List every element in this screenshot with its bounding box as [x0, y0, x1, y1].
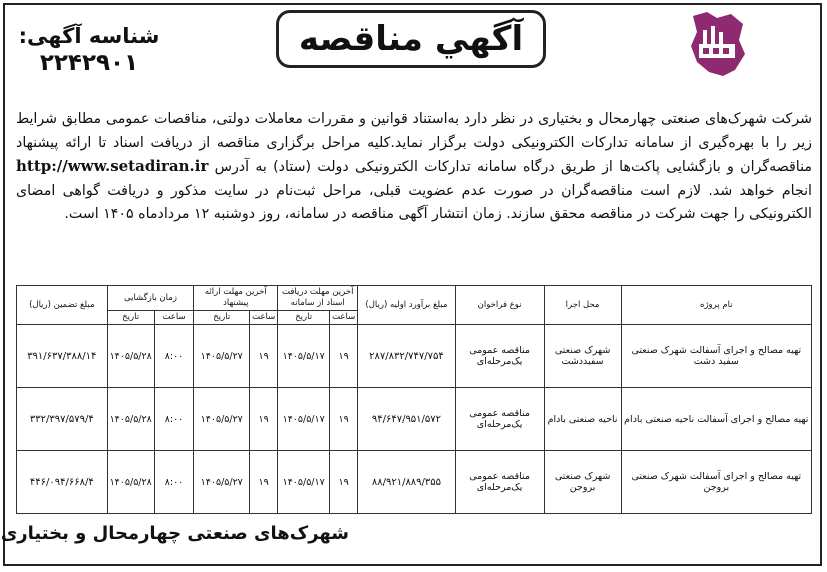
cell-estimate: ۲۸۷/۸۳۲/۷۴۷/۷۵۴ — [358, 325, 455, 388]
cell-bid-time: ۱۹ — [250, 388, 278, 451]
th-bid-date: تاریخ — [194, 311, 250, 325]
cell-open-date: ۱۴۰۵/۵/۲۸ — [107, 451, 154, 514]
cell-project-name: تهیه مصالح و اجرای آسفالت ناحیه صنعتی بادام — [621, 388, 811, 451]
setad-url-link[interactable]: http://www.setadiran.ir — [16, 157, 209, 175]
cell-bid-time: ۱۹ — [250, 325, 278, 388]
cell-doc-date: ۱۴۰۵/۵/۱۷ — [278, 388, 330, 451]
th-location: محل اجرا — [544, 286, 621, 325]
cell-open-time: ۸:۰۰ — [154, 451, 194, 514]
th-doc-date: تاریخ — [278, 311, 330, 325]
cell-location: شهرک صنعتی سفیددشت — [544, 325, 621, 388]
cell-project-name: تهیه مصالح و اجرای آسفالت شهرک صنعتی سفید دشت — [621, 325, 811, 388]
notice-id-value: ۲۲۴۲۹۰۱ — [39, 50, 139, 76]
notice-body — [16, 108, 812, 227]
th-estimate: مبلغ برآورد اولیه (ریال) — [358, 286, 455, 325]
cell-doc-date: ۱۴۰۵/۵/۱۷ — [278, 325, 330, 388]
footer-company-name: شهرک‌های صنعتی چهارمحال و بختیاری — [0, 523, 349, 544]
cell-open-date: ۱۴۰۵/۵/۲۸ — [107, 388, 154, 451]
tender-table — [16, 285, 812, 514]
th-bid-deadline: آخرین مهلت ارائه پیشنهاد — [194, 286, 278, 311]
th-project-name: نام پروژه — [621, 286, 811, 325]
cell-location: شهرک صنعتی بروجن — [544, 451, 621, 514]
cell-doc-time: ۱۹ — [330, 325, 358, 388]
cell-open-date: ۱۴۰۵/۵/۲۸ — [107, 325, 154, 388]
th-call-type: نوع فراخوان — [455, 286, 544, 325]
cell-bid-date: ۱۴۰۵/۵/۲۷ — [194, 388, 250, 451]
cell-open-time: ۸:۰۰ — [154, 325, 194, 388]
cell-bid-date: ۱۴۰۵/۵/۲۷ — [194, 325, 250, 388]
cell-bid-date: ۱۴۰۵/۵/۲۷ — [194, 451, 250, 514]
th-guarantee: مبلغ تضمین (ریال) — [17, 286, 108, 325]
th-opening: زمان بازگشایی — [107, 286, 194, 311]
cell-estimate: ۸۸/۹۲۱/۸۸۹/۳۵۵ — [358, 451, 455, 514]
cell-call-type: مناقصه عمومی یک‌مرحله‌ای — [455, 388, 544, 451]
th-open-time: ساعت — [154, 311, 194, 325]
cell-guarantee: ۳۳۲/۳۹۷/۵۷۹/۴ — [17, 388, 108, 451]
cell-doc-time: ۱۹ — [330, 388, 358, 451]
cell-guarantee: ۳۹۱/۶۳۷/۳۸۸/۱۴ — [17, 325, 108, 388]
th-doc-time: ساعت — [330, 311, 358, 325]
table-row — [17, 325, 812, 388]
cell-bid-time: ۱۹ — [250, 451, 278, 514]
body-text-before-url: شرکت شهرک‌های صنعتی چهارمحال و بختیاری در نظر دارد به‌استناد قوانین و مقررات معاملات دولتی، مناقصات عمومی مطابق شرایط زیر را با بهره‌گیری از سامانه تدارکات الکترونیکی دولت برگزار نماید.کلیه مراحل برگزاری مناقصه از دریافت اسناد تا ارائه پیشنهاد مناقصه‌گران و بازگشایی پاکت‌ها از طریق درگاه سامانه تدارکات الکترونیکی دولت (ستاد) به آدرس — [16, 111, 812, 175]
cell-location: ناحیه صنعتی بادام — [544, 388, 621, 451]
cell-doc-time: ۱۹ — [330, 451, 358, 514]
th-bid-time: ساعت — [250, 311, 278, 325]
cell-call-type: مناقصه عمومی یک‌مرحله‌ای — [455, 451, 544, 514]
cell-open-time: ۸:۰۰ — [154, 388, 194, 451]
cell-guarantee: ۴۴۶/۰۹۴/۶۶۸/۴ — [17, 451, 108, 514]
body-text-after-url: انجام خواهد شد. لازم است مناقصه‌گران در صورت عدم عضویت قبلی، مراحل ثبت‌نام در سایت مذکور و دریافت گواهی امضای الکترونیکی را جهت شرکت در مناقصه محقق سازند. زمان انتشار آگهی مناقصه در سامانه، روز دوشنبه ۱۲ مردادماه ۱۴۰۵ است. — [16, 182, 812, 222]
cell-doc-date: ۱۴۰۵/۵/۱۷ — [278, 451, 330, 514]
cell-estimate: ۹۴/۶۴۷/۹۵۱/۵۷۲ — [358, 388, 455, 451]
table-row — [17, 388, 812, 451]
company-logo — [687, 10, 747, 90]
cell-call-type: مناقصه عمومی یک‌مرحله‌ای — [455, 325, 544, 388]
notice-id — [14, 24, 164, 76]
table-row — [17, 451, 812, 514]
th-open-date: تاریخ — [107, 311, 154, 325]
title-box — [276, 10, 546, 68]
factory-map-icon — [687, 10, 747, 90]
cell-project-name: تهیه مصالح و اجرای آسفالت شهرک صنعتی بروجن — [621, 451, 811, 514]
notice-id-label: شناسه آگهی: — [18, 24, 160, 48]
notice-title: آگهي مناقصه — [298, 19, 524, 59]
th-doc-deadline: آخرین مهلت دریافت اسناد از سامانه — [278, 286, 358, 311]
